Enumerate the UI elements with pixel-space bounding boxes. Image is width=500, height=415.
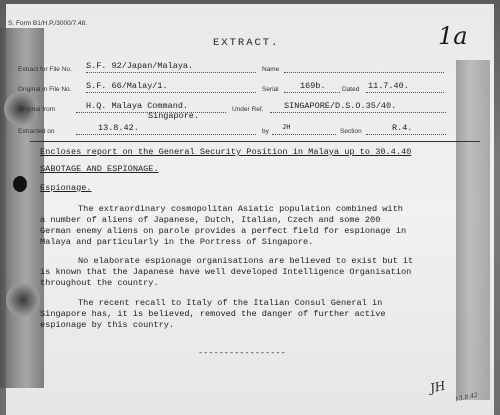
extract-file-value: S.F. 92/Japan/Malaya. xyxy=(86,61,194,71)
dated-label: Dated xyxy=(342,86,360,93)
header-divider xyxy=(30,141,480,142)
under-ref-dotted-line xyxy=(270,112,446,113)
name-label: Name xyxy=(262,66,280,73)
extract-file-label: Extract for File No. xyxy=(18,66,72,73)
serial-dotted-line xyxy=(284,92,340,93)
dated-value: 11.7.40. xyxy=(368,81,409,91)
paragraph-3-line-1: The recent recall to Italy of the Italian Consul General in xyxy=(78,298,383,308)
paragraph-2-line-3: throughout the country. xyxy=(40,278,159,288)
dated-dotted-line xyxy=(366,92,444,93)
section-heading: SABOTAGE AND ESPIONAGE. xyxy=(40,164,159,174)
section-label: Section xyxy=(340,128,362,135)
by-dotted-line xyxy=(272,134,336,135)
by-value: JH xyxy=(282,124,291,132)
extract-file-dotted-line xyxy=(86,72,256,73)
paragraph-2-line-2: is known that the Japanese have well developed Intelligence Organisation xyxy=(40,267,412,277)
paragraph-1-line-4: Malaya and particularly in the Portress of Singapore. xyxy=(40,237,314,247)
original-from-label: Original from xyxy=(18,106,56,113)
bottom-rivet-stain xyxy=(6,283,40,317)
enclosure-line: Encloses report on the General Security Position in Malaya up to 30.4.40 xyxy=(40,147,412,157)
original-from-value: H.Q. Malaya Command. xyxy=(86,101,189,111)
punch-hole xyxy=(13,176,27,192)
handwritten-initials: JH xyxy=(428,378,447,396)
by-label: by xyxy=(262,128,269,135)
under-ref-label: Under Ref. xyxy=(232,106,264,113)
original-from-value-2: Singapore. xyxy=(148,111,200,121)
paragraph-1-line-1: The extraordinary cosmopolitan Asiatic population combined with xyxy=(78,204,403,214)
serial-label: Serial xyxy=(262,86,279,93)
right-binding-tape xyxy=(456,60,490,400)
original-file-dotted-line xyxy=(86,92,256,93)
extracted-on-value: 13.8.42. xyxy=(98,123,139,133)
original-file-label: Original in File No. xyxy=(18,86,72,93)
under-ref-value: SINGAPORE/D.S.O.35/40. xyxy=(284,101,397,111)
end-separator: ----------------- xyxy=(198,348,286,358)
document-title: EXTRACT. xyxy=(213,37,280,49)
paragraph-1-line-2: a number of aliens of Japanese, Dutch, Italian, Czech and some 200 xyxy=(40,215,381,225)
serial-value: 169b. xyxy=(300,81,326,91)
original-file-value: S.F. 66/Malay/1. xyxy=(86,81,168,91)
paragraph-2-line-1: No elaborate espionage organisations are believed to exist but it xyxy=(78,256,414,266)
name-dotted-line xyxy=(284,72,444,73)
extracted-on-label: Extracted on xyxy=(18,128,55,135)
paragraph-3-line-3: espionage by this country. xyxy=(40,320,175,330)
form-number: S. Form B1/H.P./3000/7.48. xyxy=(8,20,88,27)
paragraph-1-line-3: German enemy aliens on parole provides a perfect field for espionage in xyxy=(40,226,407,236)
section-value: R.4. xyxy=(392,123,413,133)
left-binding-tape xyxy=(0,28,44,388)
paragraph-3-line-2: Singapore has, it is believed, removed the danger of further active xyxy=(40,309,386,319)
section-dotted-line xyxy=(366,134,446,135)
handwritten-date: 13.8.42 xyxy=(454,391,479,404)
page-mark: 1a xyxy=(438,22,468,50)
extracted-on-dotted-line xyxy=(76,134,256,135)
sub-heading: Espionage. xyxy=(40,183,92,193)
